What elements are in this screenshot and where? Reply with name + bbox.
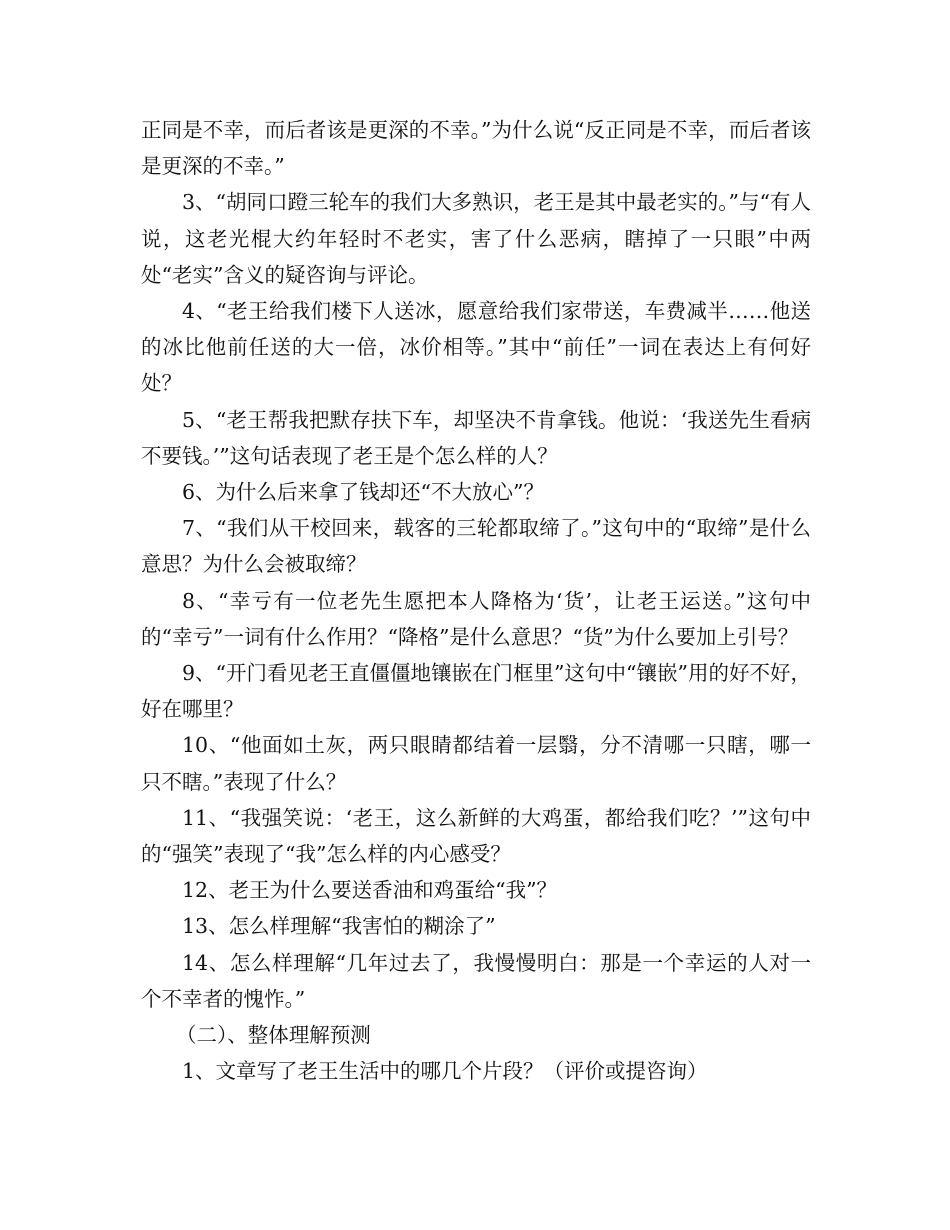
question-14: 14、怎么样理解“几年过去了，我慢慢明白：那是一个幸运的人对一个不幸者的愧怍。” [141,950,811,1011]
question-7: 7、“我们从干校回来，载客的三轮都取缔了。”这句中的“取缔”是什么意思？为什么会被取缔？ [141,516,811,577]
document-page [141,112,811,1089]
question-9: 9、“开门看见老王直僵僵地镶嵌在门框里”这句中“镶嵌”用的好不好，好在哪里？ [141,661,811,722]
question-3: 3、“胡同口蹬三轮车的我们大多熟识，老王是其中最老实的。”与“有人说，这老光棍大约年轻时不老实，害了什么恶病，瞎掉了一只眼”中两处“老实”含义的疑咨询与评论。 [141,190,811,287]
question-12: 12、老王为什么要送香油和鸡蛋给“我”？ [182,878,558,903]
question-4: 4、“老王给我们楼下人送冰，愿意给我们家带送，车费减半……他送的冰比他前任送的大一倍，冰价相等。”其中“前任”一词在表达上有何好处？ [141,299,811,396]
question-5: 5、“老王帮我把默存扶下车，却坚决不肯拿钱。他说：‘我送先生看病不要钱。’”这句话表现了老王是个怎么样的人？ [141,407,811,468]
question-11: 11、“我强笑说：‘老王，这么新鲜的大鸡蛋，都给我们吃？’”这句中的“强笑”表现了“我”怎么样的内心感受？ [141,805,811,867]
section-heading: （二）、整体理解预测 [176,1023,371,1048]
question-6: 6、为什么后来拿了钱却还“不大放心”？ [182,480,545,505]
question-13: 13、怎么样理解“我害怕的糊涂了” [182,914,496,939]
question-8: 8、“幸亏有一位老先生愿把本人降格为‘货’，让老王运送。”这句中的“幸亏”一词有什么作用？“降格”是什么意思？“货”为什么要加上引号？ [141,588,811,649]
overall-question-1: 1、文章写了老王生活中的哪几个片段？（评价或提咨询） [182,1059,708,1084]
paragraph-continuation: 正同是不幸，而后者该是更深的不幸。”为什么说“反正同是不幸，而后者该是更深的不幸。” [141,118,811,179]
question-10: 10、“他面如土灰，两只眼睛都结着一层翳，分不清哪一只瞎，哪一只不瞎。”表现了什么？ [141,733,811,794]
